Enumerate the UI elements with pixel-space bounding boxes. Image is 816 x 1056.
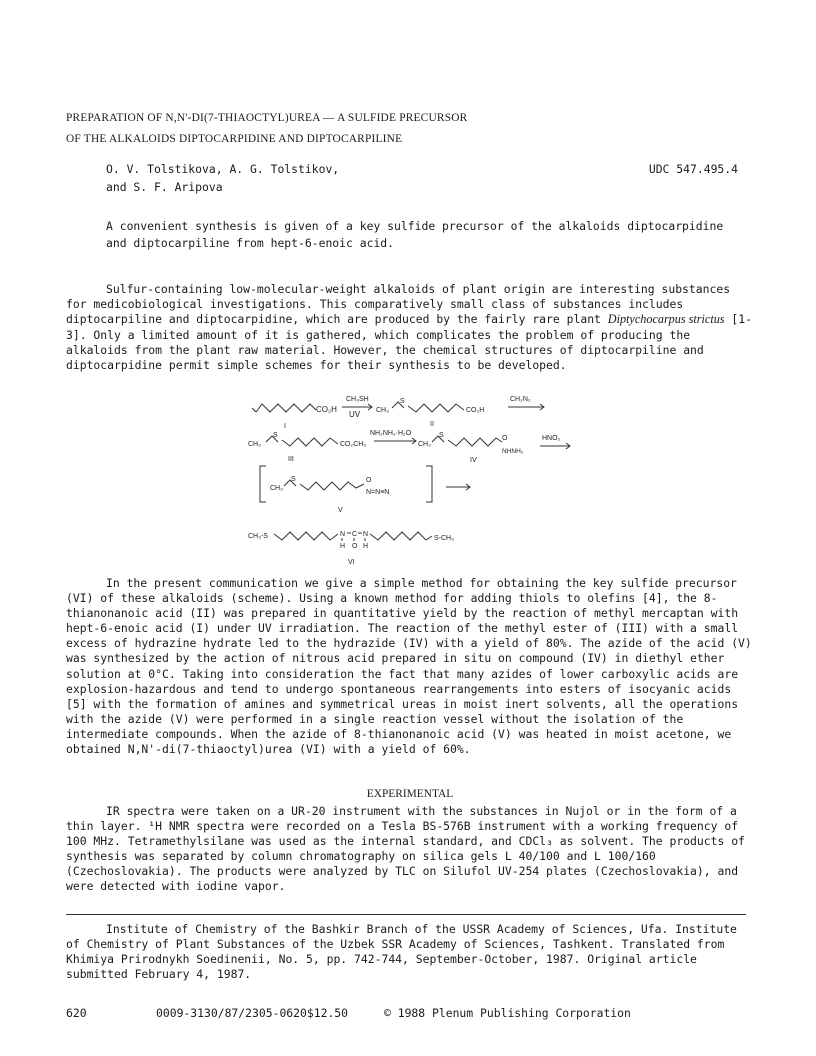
copyright: © 1988 Plenum Publishing Corporation: [384, 1006, 631, 1020]
compound-6-h1: H: [340, 543, 346, 550]
udc-code: UDC 547.495.4: [648, 162, 738, 176]
authors-line-1: O. V. Tolstikova, A. G. Tolstikov,: [106, 162, 340, 176]
experimental-heading: EXPERIMENTAL: [366, 788, 454, 800]
compound-4: [418, 432, 524, 464]
compound-2-ch3: CH₃: [376, 407, 389, 414]
species-name: Diptychocarpus strictus: [607, 312, 725, 327]
label-ii: II: [430, 421, 434, 428]
page-number: 620: [66, 1006, 87, 1020]
arrow-3: [370, 430, 416, 444]
compound-6-n2: N: [363, 531, 369, 538]
intro-text-2: [1-3]. Only a limited amount of it is gathered, which complicates the problem of producing the alkaloids from the plant raw material. However, the chemical structures of diptocarpiline and diptocarpidine permit simple schemes for their synthesis to be developed.: [66, 312, 752, 373]
affiliation-footnote: Institute of Chemistry of the Bashkir Branch of the USSR Academy of Sciences, Ufa. Institute of Chemistry of Plant Substances of the Uzbek SSR Academy of Sciences, Tashkent. Translated from Khimiya Prirodnykh Soedinenii, No. 5, pp. 742-744, September-October, 1987. Original article submitted February 4, 1987.: [66, 922, 737, 982]
compound-4-ch3: CH₃: [418, 441, 431, 448]
compound-4-s: S: [439, 432, 444, 439]
experimental-paragraph: IR spectra were taken on a UR-20 instrument with the substances in Nujol or in the form of a thin layer. ¹H NMR spectra were recorded on a Tesla BS-576B instrument with a working frequency of 100 MHz. Tetramethylsilane was used as the internal standard, and CDCl₃ as solvent. The products of synthesis was separated by column chromatography on silica gels L 40/100 and L 100/160 (Czechoslovakia). The products were analyzed by TLC on Silufol UV-254 plates (Czechoslovakia), and were detected with iodine vapor.: [66, 804, 745, 894]
compound-6: [248, 531, 454, 566]
abstract: A convenient synthesis is given of a key sulfide precursor of the alkaloids diptocarpidine and diptocarpiline from hept-6-enoic acid.: [106, 219, 724, 250]
compound-4-o: O: [502, 435, 508, 442]
label-vi: VI: [348, 559, 355, 566]
compound-3-s: S: [273, 432, 278, 439]
compound-5-azide: N=N≡N: [366, 489, 390, 496]
title-line-2: OF THE ALKALOIDS DIPTOCARPIDINE AND DIPTOCARPILINE: [66, 133, 403, 145]
title-line-1: PREPARATION OF N,N'-DI(7-THIAOCTYL)UREA — A SULFIDE PRECURSOR: [66, 112, 468, 124]
reagent-1-top: CH₃SH: [346, 396, 369, 403]
compound-2-co2h: CO₂H: [466, 407, 485, 414]
footnote-divider: [66, 914, 746, 915]
compound-3-ch3: CH₃: [248, 441, 261, 448]
compound-6-left: CH₃-S: [248, 533, 268, 540]
compound-6-n1: N: [340, 531, 346, 538]
compound-6-o: O: [352, 543, 358, 550]
compound-5-s: S: [291, 476, 296, 483]
compound-5-ch3: CH₃: [270, 485, 283, 492]
article-title: [66, 108, 726, 150]
label-i: I: [284, 423, 286, 430]
authors-line-2: and S. F. Aripova: [106, 180, 223, 194]
arrow-5: [446, 484, 470, 490]
arrow-4: [540, 435, 570, 449]
compound-2: [376, 398, 484, 428]
compound-1-co2h: CO₂H: [316, 405, 337, 414]
compound-3-co2ch3: CO₂CH₃: [340, 441, 367, 448]
reagent-2: CH₂N₂: [510, 396, 531, 403]
compound-6-h2: H: [363, 543, 369, 550]
intro-paragraph: [66, 282, 754, 373]
compound-2-s: S: [400, 398, 405, 405]
compound-5-o: O: [366, 477, 372, 484]
reagent-1-bottom: UV: [349, 410, 361, 419]
label-v: V: [338, 507, 343, 514]
compound-3: [248, 432, 366, 463]
compound-5: [260, 466, 432, 514]
compound-6-right: S-CH₃: [434, 535, 454, 542]
reagent-4: HNO₂: [542, 435, 561, 442]
reagent-3: NH₂NH₂·H₂O: [370, 430, 412, 437]
label-iv: IV: [470, 457, 477, 464]
article-code: 0009-3130/87/2305-0620$12.50: [156, 1006, 349, 1020]
compound-6-c: C: [352, 531, 358, 538]
compound-1: [252, 404, 337, 430]
results-paragraph: In the present communication we give a simple method for obtaining the key sulfide precursor (VI) of these alkaloids (scheme). Using a known method for adding thiols to olefins [4], the 8-thianonanoic acid (II) was prepared in quantitative yield by the reaction of methyl mercaptan with hept-6-enoic acid (I) under UV irradiation. The reaction of the methyl ester of (III) with a small excess of hydrazine hydrate led to the hydrazide (IV) with a yield of 80%. The azide of the acid (V) was synthesized by the action of nitrous acid prepared in situ on compound (IV) in diethyl ether solution at 0°C. Taking into consideration the fact that many azides of lower carboxylic acids are explosion-hazardous and tend to undergo spontaneous rearrangements into esters of isocyanic acids [5] with the formation of amines and symmetrical ureas in moist inert solvents, all the operations with the azide (V) were performed in a single reaction vessel without the isolation of the intermediate compounds. When the azide of 8-thianonanoic acid (V) was heated in moist acetone, we obtained N,N'-di(7-thiaoctyl)urea (VI) with a yield of 60%.: [66, 576, 752, 757]
arrow-2: [508, 396, 544, 410]
compound-4-nhnh2: NHNH₂: [502, 448, 524, 455]
arrow-1: [342, 396, 372, 419]
reaction-scheme: [248, 390, 588, 570]
label-iii: III: [288, 456, 294, 463]
authors: [106, 160, 406, 196]
intro-text-1: Sulfur-containing low-molecular-weight alkaloids of plant origin are interesting substances for medicobiological investigations. This comparatively small class of substances includes diptocarpiline and diptocarpidine, which are produced by the fairly rare plant: [66, 282, 731, 327]
